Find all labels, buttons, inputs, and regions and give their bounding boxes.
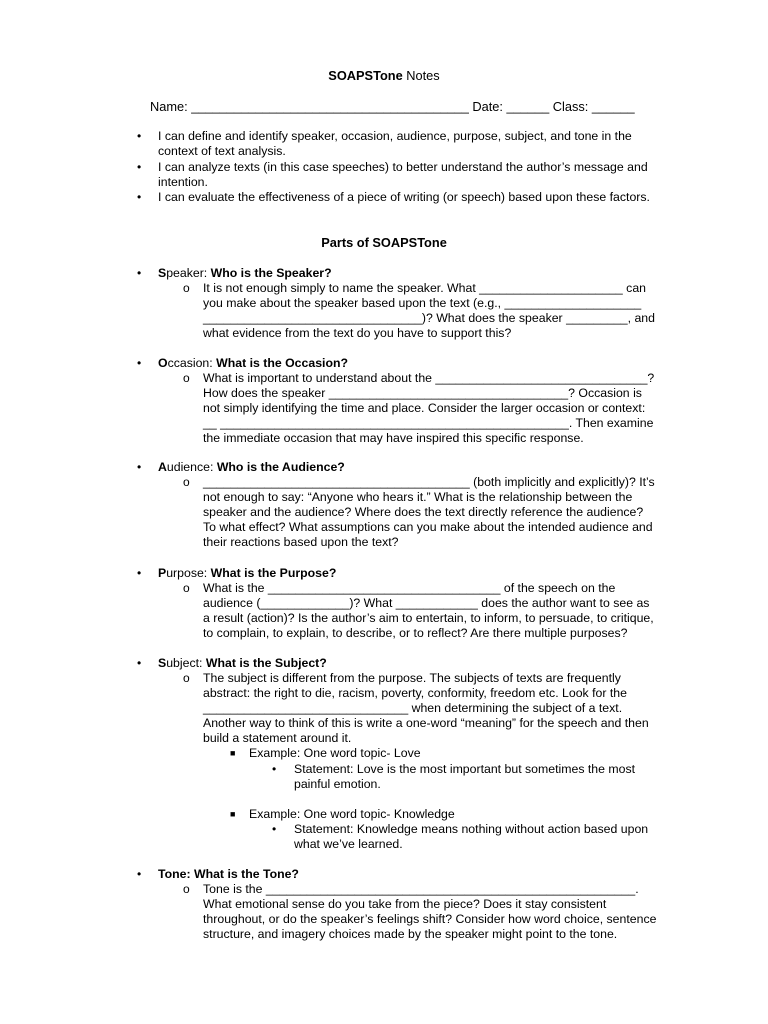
section-word: peaker: <box>166 266 211 280</box>
title-rest: Notes <box>402 68 440 83</box>
section-text: Tone is the ______________________________________________________. What emotional sense do you take from the piece? Does it stay consistent throughout, or do the speaker’s feelings shift? Consider how word choice, sentence structure, and imagery choices made by the speaker might point to the tone. <box>203 882 657 941</box>
parts-heading: Parts of SOAPSTone <box>321 235 447 250</box>
section-text: It is not enough simply to name the speaker. What _____________________ can you make about the speaker based upon the text (e.g., ____________________ ________________________________)? What does the speaker _________, and what evidence from the text do you have to support this? <box>203 281 655 340</box>
section-question: What is the Purpose? <box>210 566 337 580</box>
example-label: Example: One word topic- Knowledge <box>249 807 455 821</box>
section-word: ubject: <box>166 656 206 670</box>
square-bullet-icon: ■ <box>230 748 236 758</box>
circle-bullet-icon: o <box>183 371 190 385</box>
bullet-icon: • <box>137 266 142 280</box>
example-label: Example: One word topic- Love <box>249 746 421 760</box>
bullet-icon: • <box>137 460 142 474</box>
objective-text: I can analyze texts (in this case speeches) to better understand the author’s message and intention. <box>158 160 648 189</box>
circle-bullet-icon: o <box>183 671 190 685</box>
circle-bullet-icon: o <box>183 882 190 896</box>
bullet-icon: • <box>137 160 142 174</box>
objective-text: I can define and identify speaker, occasion, audience, purpose, subject, and tone in the context of text analysis. <box>158 129 632 158</box>
section-text: What is important to understand about the _______________________________? How does the speaker ___________________________________? Occasion is not simply identifying the time and place. Consider the larger occasion or context: __ ___________________________________________________. Then examine the immediate occasion that may have inspired this specific response. <box>203 371 655 445</box>
bullet-icon: • <box>137 566 142 580</box>
section-letter: S <box>158 266 167 280</box>
section-question: Who is the Audience? <box>216 460 345 474</box>
section-question: What is the Subject? <box>205 656 327 670</box>
circle-bullet-icon: o <box>183 281 190 295</box>
bullet-icon: • <box>137 656 142 670</box>
statement-text: Statement: Knowledge means nothing without action based upon what we’ve learned. <box>294 822 649 851</box>
title-bold: SOAPSTone <box>328 68 403 83</box>
section-letter: S <box>158 656 167 670</box>
section-letter: A <box>158 460 167 474</box>
objective-text: I can evaluate the effectiveness of a piece of writing (or speech) based upon these factors. <box>158 190 650 204</box>
bullet-icon: • <box>137 129 142 143</box>
section-word: udience: <box>166 460 217 474</box>
bullet-icon: • <box>272 762 277 776</box>
section-text: What is the __________________________________ of the speech on the audience (_____________)? What ____________ does the author want to see as a result (action)? Is the author’s aim to entertain, to inform, to persuade, to critique, to complain, to explain, to describe, or to reflect? Are there multiple purposes? <box>203 581 654 640</box>
bullet-icon: • <box>137 867 142 881</box>
square-bullet-icon: ■ <box>230 809 236 819</box>
statement-text: Statement: Love is the most important but sometimes the most painful emotion. <box>294 762 636 791</box>
circle-bullet-icon: o <box>183 581 190 595</box>
section-letter: O <box>158 356 168 370</box>
bullet-icon: • <box>137 356 142 370</box>
section-question: Tone: What is the Tone? <box>158 867 299 881</box>
section-word: ccasion: <box>167 356 217 370</box>
section-question: Who is the Speaker? <box>210 266 332 280</box>
name-date-class-line: Name: _______________________________________ Date: ______ Class: ______ <box>150 99 635 114</box>
bullet-icon: • <box>137 190 142 204</box>
section-word: urpose: <box>166 566 211 580</box>
bullet-icon: • <box>272 822 277 836</box>
section-text: _______________________________________ (both implicitly and explicitly)? It’s not enough to say: “Anyone who hears it.” What is the relationship between the speaker and the audience? Where does the text directly reference the audience? To what effect? What assumptions can you make about the intended audience and their reactions based upon the text? <box>203 475 655 549</box>
circle-bullet-icon: o <box>183 475 190 489</box>
section-text: The subject is different from the purpose. The subjects of texts are frequently abstract: the right to die, racism, poverty, conformity, freedom etc. Look for the ______________________________ when determining the subject of a text. Another way to think of this is write a one-word “meaning” for the speech and then build a statement around it. <box>203 671 649 745</box>
section-question: What is the Occasion? <box>216 356 348 370</box>
page-title <box>0 68 768 83</box>
section-letter: P <box>158 566 167 580</box>
